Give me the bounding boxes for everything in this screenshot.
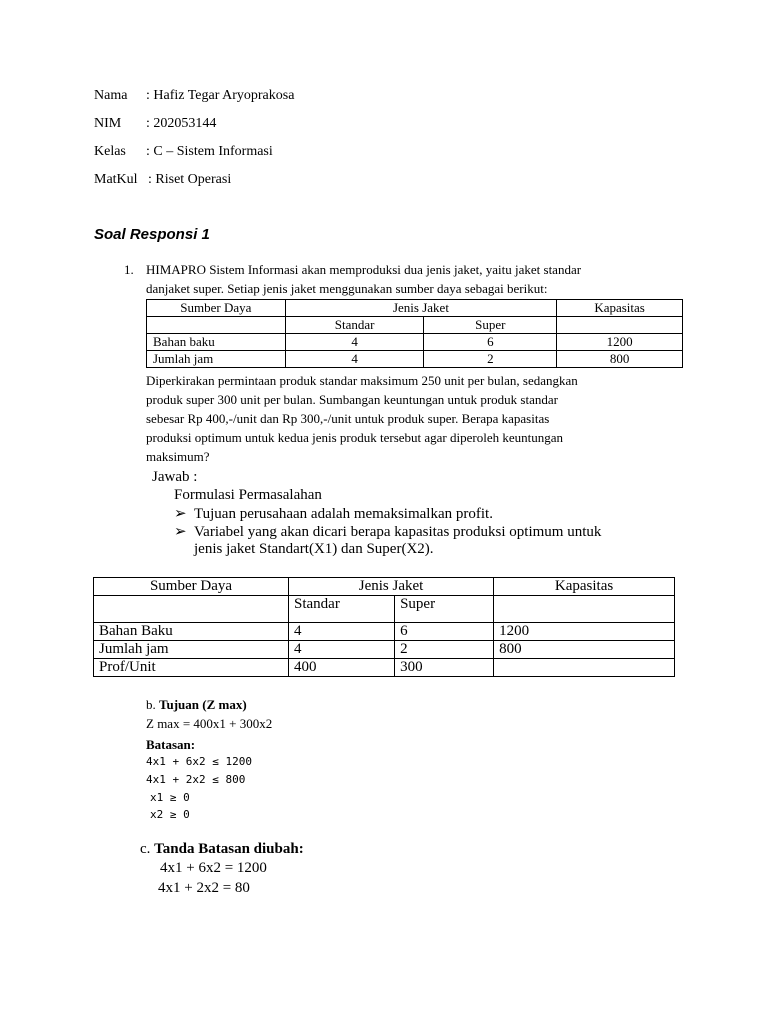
equation-line: 4x1 + 2x2 = 80: [158, 880, 250, 896]
question-intro: [146, 260, 668, 298]
table-cell: [147, 317, 286, 334]
section-c-heading: Tanda Batasan diubah:: [154, 841, 304, 857]
table-header-row: [94, 578, 675, 596]
constraints-label: Batasan:: [146, 737, 196, 752]
resource-table-answer: [93, 577, 675, 677]
info-value: : 202053144: [146, 116, 217, 131]
table-row: [94, 659, 675, 677]
table-cell: 6: [395, 623, 494, 641]
info-row-kelas: [94, 144, 273, 160]
info-value: : C – Sistem Informasi: [146, 144, 273, 159]
table-header: Standar: [285, 317, 424, 334]
table-cell: 800: [557, 351, 683, 368]
table-cell: [557, 317, 683, 334]
table-cell: 4: [289, 623, 395, 641]
table-cell: 800: [494, 641, 675, 659]
constraint-line: x2 ≥ 0: [150, 808, 190, 821]
info-row-matkul: [94, 172, 231, 188]
table-cell: Bahan Baku: [94, 623, 289, 641]
table-cell: Prof/Unit: [94, 659, 289, 677]
bullet-text: Variabel yang akan dicari berapa kapasitas produksi optimum untuk: [194, 524, 602, 540]
table-header: Jenis Jaket: [289, 578, 494, 596]
section-c-prefix: c.: [140, 841, 151, 857]
table-header: Kapasitas: [557, 300, 683, 317]
section-b-heading: Tujuan (Z max): [159, 697, 247, 712]
formulation-title: Formulasi Permasalahan: [174, 487, 322, 503]
table-cell: Jumlah jam: [94, 641, 289, 659]
table-cell: 4: [285, 351, 424, 368]
info-row-nim: [94, 116, 216, 132]
constraint-line: 4x1 + 2x2 ≤ 800: [146, 773, 246, 786]
table-row: [147, 351, 683, 368]
table-cell: 1200: [557, 334, 683, 351]
table-cell: 2: [395, 641, 494, 659]
section-heading: Soal Responsi 1: [94, 226, 210, 243]
table-cell: 2: [424, 351, 557, 368]
text-line: sebesar Rp 400,-/unit dan Rp 300,-/unit untuk produk super. Berapa kapasitas: [146, 411, 550, 426]
section-c-title: [140, 841, 304, 858]
question-body: [146, 371, 668, 466]
info-value: : Hafiz Tegar Aryoprakosa: [146, 88, 295, 103]
table-cell: Jumlah jam: [147, 351, 286, 368]
table-row: [94, 623, 675, 641]
table-row: [147, 334, 683, 351]
table-cell: [494, 596, 675, 623]
table-header: Super: [395, 596, 494, 623]
table-subheader-row: [94, 596, 675, 623]
table-header: Kapasitas: [494, 578, 675, 596]
table-cell: 6: [424, 334, 557, 351]
text-line: Diperkirakan permintaan produk standar maksimum 250 unit per bulan, sedangkan: [146, 373, 578, 388]
text-line: produksi optimum untuk kedua jenis produk tersebut agar diperoleh keuntungan: [146, 430, 563, 445]
info-label: Kelas: [94, 144, 126, 159]
table-cell: 300: [395, 659, 494, 677]
text-line: danjaket super. Setiap jenis jaket menggunakan sumber daya sebagai berikut:: [146, 281, 548, 296]
objective-function: Z max = 400x1 + 300x2: [146, 716, 273, 731]
resource-table-question: [146, 299, 683, 368]
table-cell: 1200: [494, 623, 675, 641]
table-header: Sumber Daya: [147, 300, 286, 317]
table-cell: Bahan baku: [147, 334, 286, 351]
section-b-title: [146, 697, 247, 713]
answer-label: Jawab :: [152, 469, 198, 485]
equation-line: 4x1 + 6x2 = 1200: [160, 860, 267, 876]
info-value: : Riset Operasi: [148, 172, 232, 187]
constraint-line: 4x1 + 6x2 ≤ 1200: [146, 755, 252, 768]
bullet-item: [174, 505, 493, 523]
text-line: produk super 300 unit per bulan. Sumbangan keuntungan untuk produk standar: [146, 392, 558, 407]
table-cell: 400: [289, 659, 395, 677]
table-cell: [494, 659, 675, 677]
info-label: NIM: [94, 116, 122, 131]
bullet-text-continued: jenis jaket Standart(X1) dan Super(X2).: [194, 541, 434, 557]
table-header: Super: [424, 317, 557, 334]
table-row: [94, 641, 675, 659]
arrow-bullet-icon: ➢: [174, 506, 187, 522]
bullet-text: Tujuan perusahaan adalah memaksimalkan profit.: [194, 506, 493, 522]
table-cell: [94, 596, 289, 623]
text-line: maksimum?: [146, 449, 210, 464]
table-subheader-row: [147, 317, 683, 334]
info-label: Nama: [94, 88, 128, 103]
table-cell: 4: [289, 641, 395, 659]
table-header-row: [147, 300, 683, 317]
table-cell: 4: [285, 334, 424, 351]
info-label: MatKul: [94, 172, 138, 187]
section-b-prefix: b.: [146, 697, 156, 712]
info-row-nama: [94, 88, 294, 104]
question-number: 1.: [124, 262, 134, 277]
table-header: Standar: [289, 596, 395, 623]
constraint-line: x1 ≥ 0: [150, 791, 190, 804]
table-header: Jenis Jaket: [285, 300, 556, 317]
text-line: HIMAPRO Sistem Informasi akan memproduksi dua jenis jaket, yaitu jaket standar: [146, 262, 582, 277]
arrow-bullet-icon: ➢: [174, 524, 187, 540]
bullet-item: [174, 523, 601, 541]
table-header: Sumber Daya: [94, 578, 289, 596]
